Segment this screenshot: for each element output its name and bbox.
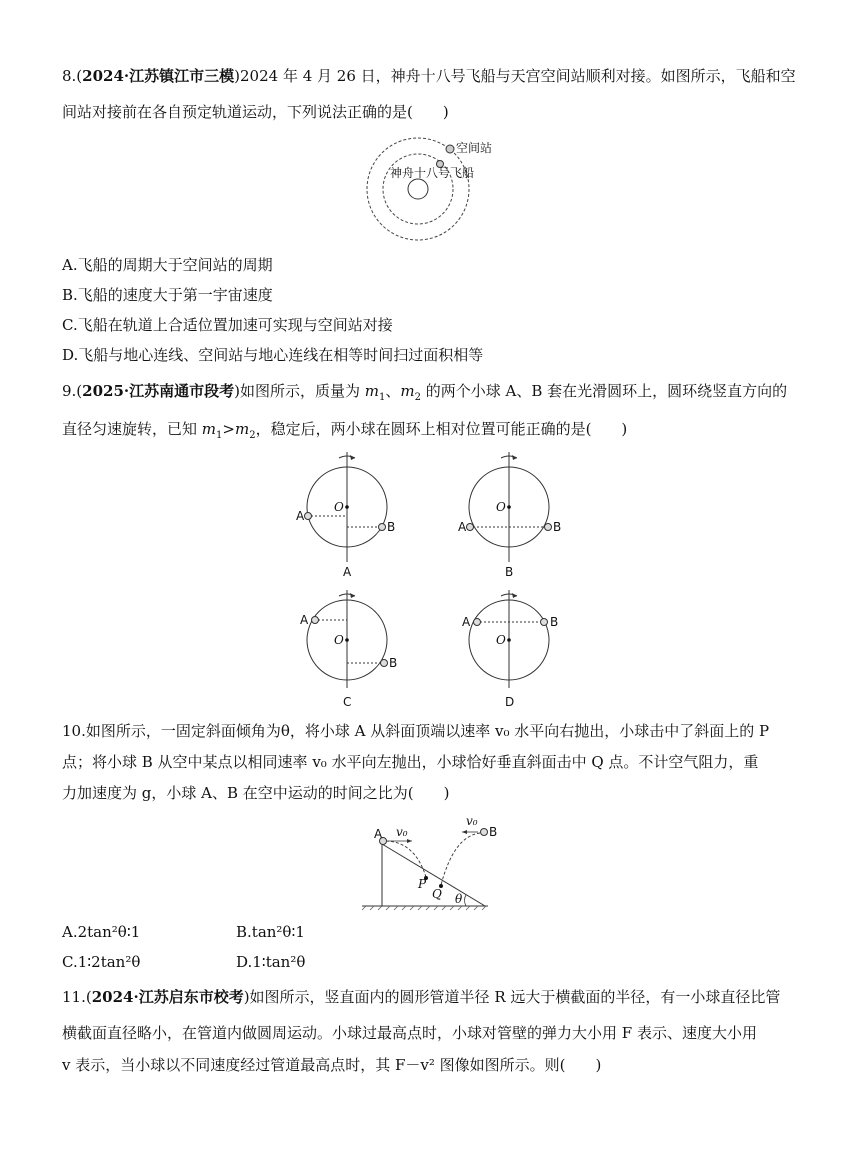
- q8-option-d: D.飞船与地心连线、空间站与地心连线在相等时间扫过面积相等: [62, 346, 484, 364]
- svg-text:B: B: [387, 520, 396, 534]
- svg-text:A: A: [300, 613, 309, 627]
- svg-text:Q: Q: [432, 887, 442, 901]
- svg-text:θ: θ: [455, 892, 463, 906]
- svg-text:O: O: [334, 633, 344, 647]
- q11-line2: 横截面直径略小，在管道内做圆周运动。小球过最高点时，小球对管壁的弹力大小用 F 表示、速度大小用: [62, 1024, 757, 1042]
- q11-source: 2024·江苏启东市校考: [91, 988, 244, 1006]
- svg-text:P: P: [418, 877, 427, 891]
- q8-option-a: A.飞船的周期大于空间站的周期: [62, 256, 273, 274]
- svg-text:A: A: [374, 827, 383, 841]
- q9-caption-a: A: [343, 565, 352, 579]
- q11-line3: v 表示，当小球以不同速度经过管道最高点时，其 F－v² 图像如图所示。则( ): [62, 1056, 602, 1074]
- q9-panel-a: [290, 450, 405, 580]
- svg-text:B: B: [489, 825, 498, 839]
- svg-text:v₀: v₀: [396, 825, 408, 839]
- q10-option-a: A.2tan²θ∶1: [62, 923, 141, 941]
- q11-line1: 11.(2024·江苏启东市校考)如图所示，竖直面内的圆形管道半径 R 远大于横截面的半径，有一小球直径比管: [62, 988, 781, 1006]
- q10-option-c: C.1∶2tan²θ: [62, 953, 141, 971]
- q10-line1: 10.如图所示，一固定斜面倾角为θ，将小球 A 从斜面顶端以速率 v₀ 水平向右抛出，小球击中了斜面上的 P: [62, 722, 770, 740]
- earth: [408, 179, 428, 199]
- q9-caption-c: C: [343, 695, 352, 709]
- svg-text:O: O: [496, 500, 506, 514]
- svg-text:v₀: v₀: [466, 814, 478, 828]
- svg-text:A: A: [458, 520, 467, 534]
- svg-text:B: B: [550, 615, 559, 629]
- q9-panel-c: [290, 588, 405, 710]
- station-label: 空间站: [456, 141, 493, 155]
- q10-line2: 点；将小球 B 从空中某点以相同速率 v₀ 水平向左抛出，小球恰好垂直斜面击中 Q 点。不计空气阻力，重: [62, 753, 759, 771]
- q10-option-d: D.1∶tan²θ: [236, 953, 306, 971]
- q8-option-c: C.飞船在轨道上合适位置加速可实现与空间站对接: [62, 316, 393, 334]
- q8-line2: 间站对接前在各自预定轨道运动，下列说法正确的是( ): [62, 103, 449, 121]
- q9-caption-d: D: [505, 695, 515, 709]
- incline-figure: [360, 812, 505, 912]
- ship-label: 神舟十八号飞船: [390, 166, 475, 180]
- q9-line1: 9.(2025·江苏南通市段考)如图所示，质量为 $m_1$、$m_2$ 的两个小球 A、B 套在光滑圆环上，圆环绕竖直方向的: [62, 382, 788, 403]
- q9-source: 2025·江苏南通市段考: [82, 382, 235, 400]
- svg-text:O: O: [496, 633, 506, 647]
- q9-panel-b: [452, 450, 567, 580]
- q9-panel-d: [452, 588, 567, 710]
- svg-text:A: A: [296, 509, 305, 523]
- station-dot: [446, 145, 454, 153]
- q8-source: 2024·江苏镇江市三模: [82, 67, 235, 85]
- q9-line2: 直径匀速旋转，已知 $m_1>m_2$，稳定后，两小球在圆环上相对位置可能正确的是( ): [62, 420, 628, 441]
- q10-option-b: B.tan²θ∶1: [236, 923, 305, 941]
- svg-text:O: O: [334, 500, 344, 514]
- q10-line3: 力加速度为 g，小球 A、B 在空中运动的时间之比为( ): [62, 784, 450, 802]
- svg-text:B: B: [553, 520, 562, 534]
- orbit-figure: [360, 133, 510, 248]
- svg-text:B: B: [389, 656, 398, 670]
- q8-line1: 8.(2024·江苏镇江市三模)2024 年 4 月 26 日，神舟十八号飞船与天宫空间站顺利对接。如图所示，飞船和空: [62, 67, 796, 85]
- q9-caption-b: B: [505, 565, 514, 579]
- q8-option-b: B.飞船的速度大于第一宇宙速度: [62, 286, 273, 304]
- svg-text:A: A: [462, 615, 471, 629]
